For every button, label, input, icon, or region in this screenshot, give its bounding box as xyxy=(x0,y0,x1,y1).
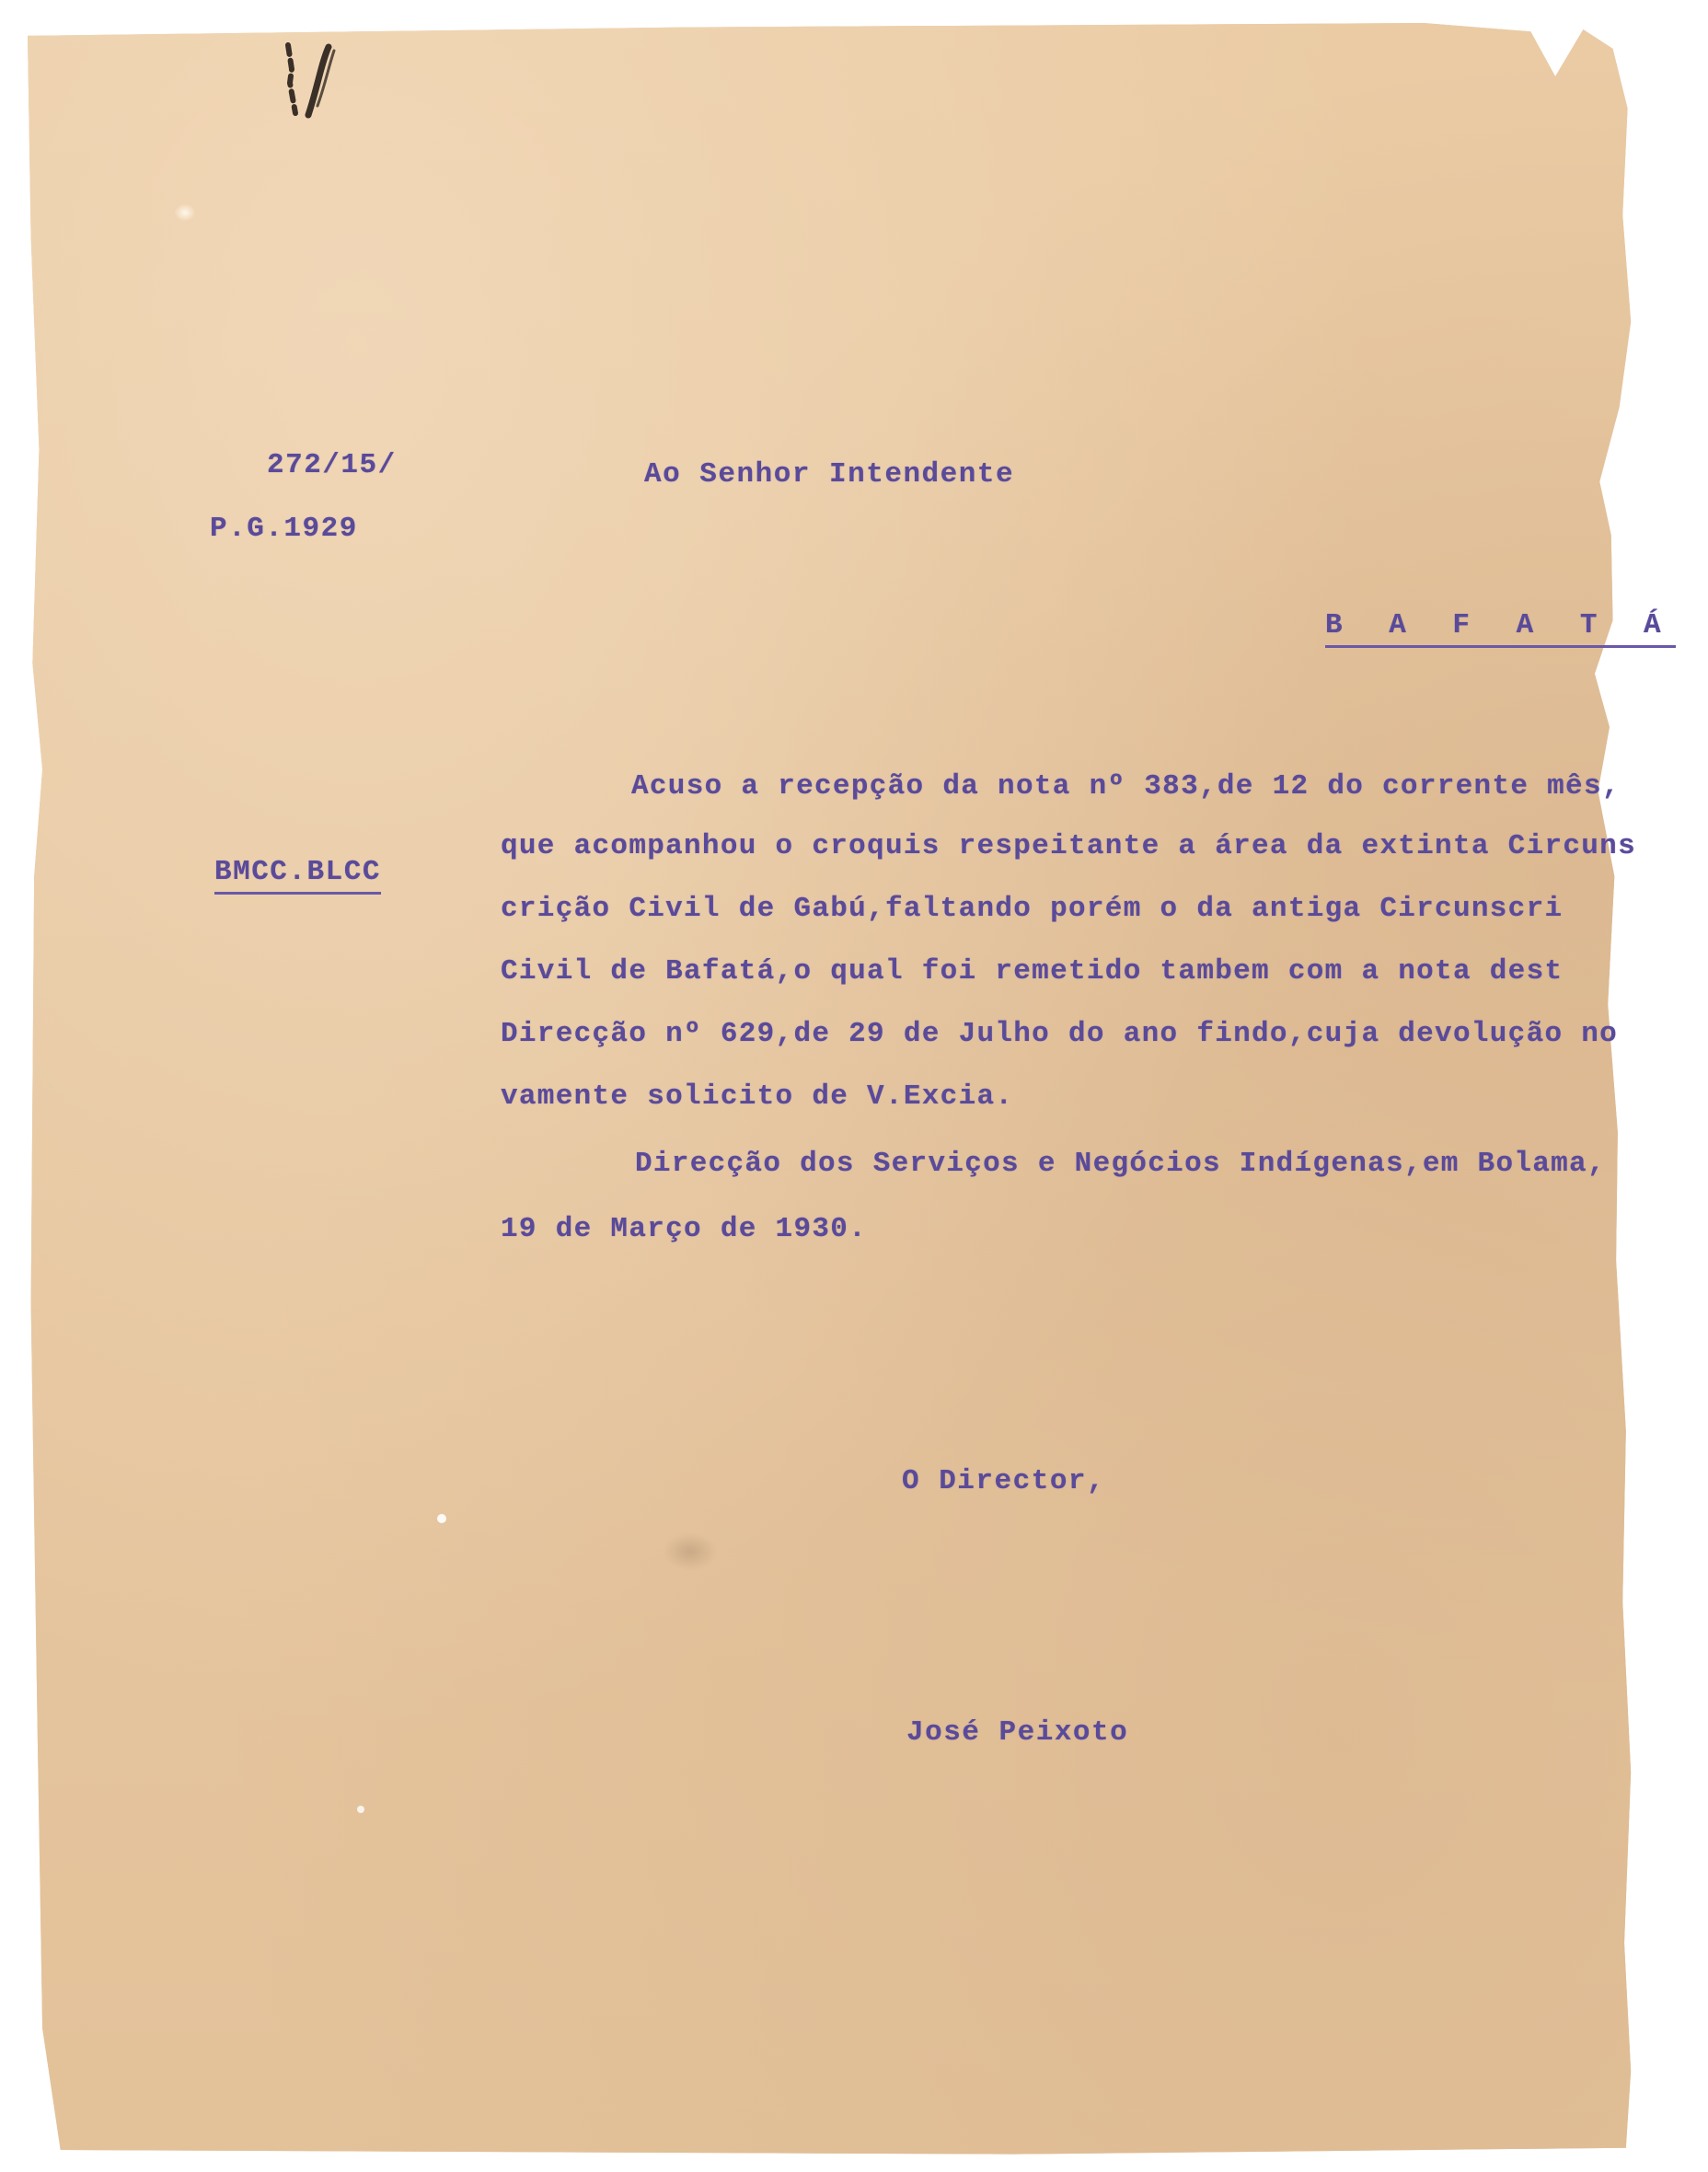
date-line: 19 de Março de 1930. xyxy=(501,1213,868,1245)
stain-mark xyxy=(663,1532,718,1571)
reference-code: P.G.1929 xyxy=(210,513,358,545)
signature-name: José Peixoto xyxy=(906,1716,1129,1749)
body-line-1: Acuso a recepção da nota nº 383,de 12 do corrente mês, xyxy=(631,770,1621,803)
stain-mark xyxy=(175,204,195,221)
place-line: Direcção dos Serviços e Negócios Indígenas,em Bolama, xyxy=(635,1148,1606,1180)
body-line-5: Direcção nº 629,de 29 de Julho do ano findo,cuja devolução no xyxy=(501,1018,1619,1050)
body-line-6: vamente solicito de V.Excia. xyxy=(501,1080,1014,1113)
body-line-2: que acompanhou o croquis respeitante a área da extinta Circuns xyxy=(501,830,1636,862)
typist-initials: BMCC.BLCC xyxy=(214,856,381,895)
destination-heading: B A F A T Á xyxy=(1325,609,1676,648)
reference-number: 272/15/ xyxy=(267,449,397,481)
staple-mark xyxy=(281,41,345,124)
stain-mark xyxy=(437,1514,446,1523)
addressee-line: Ao Senhor Intendente xyxy=(644,458,1015,491)
stain-mark xyxy=(357,1806,364,1813)
body-line-3: crição Civil de Gabú,faltando porém o da antiga Circunscri xyxy=(501,893,1564,925)
signature-title: O Director, xyxy=(902,1465,1106,1497)
body-line-4: Civil de Bafatá,o qual foi remetido tambem com a nota dest xyxy=(501,955,1564,988)
